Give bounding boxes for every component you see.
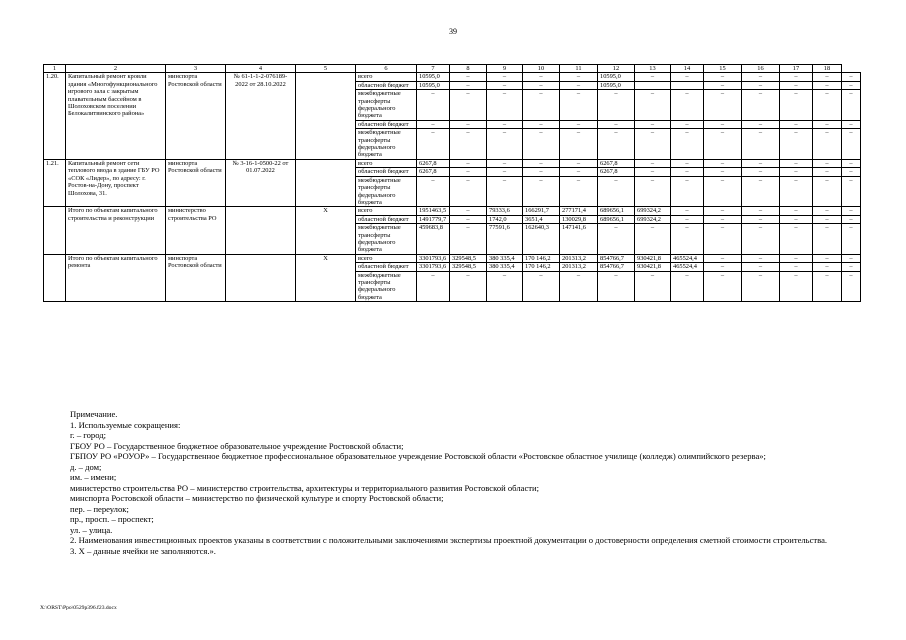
value-cell: 6267,8: [598, 159, 635, 167]
value-cell: –: [704, 159, 742, 167]
value-cell: –: [523, 73, 560, 81]
value-cell: –: [780, 129, 813, 160]
value-cell: –: [842, 81, 861, 89]
responsible-org: минспорта Ростовской области: [166, 73, 226, 159]
value-cell: 6267,8: [417, 159, 450, 167]
value-cell: –: [742, 263, 780, 271]
column-header: 11: [560, 65, 598, 73]
value-cell: 162640,3: [523, 224, 560, 255]
column-header: 16: [742, 65, 780, 73]
value-cell: –: [417, 90, 450, 121]
x-marker: [296, 73, 356, 159]
value-cell: –: [560, 73, 598, 81]
value-cell: –: [598, 120, 635, 128]
value-cell: –: [450, 168, 487, 176]
value-cell: –: [704, 81, 742, 89]
funding-source: межбюджетные трансферты федерального бюджета: [356, 271, 417, 302]
investment-table: [43, 64, 861, 302]
value-cell: –: [813, 207, 842, 215]
value-cell: –: [742, 129, 780, 160]
value-cell: –: [598, 176, 635, 207]
value-cell: –: [671, 207, 704, 215]
value-cell: –: [704, 207, 742, 215]
value-cell: 130029,8: [560, 215, 598, 223]
value-cell: –: [780, 81, 813, 89]
value-cell: –: [704, 120, 742, 128]
value-cell: –: [671, 224, 704, 255]
expertise-document: № 3-16-1-0500-22 от 01.07.2022: [226, 159, 296, 206]
value-cell: –: [487, 120, 523, 128]
row-number: 1.20.: [44, 73, 66, 159]
value-cell: –: [487, 73, 523, 81]
value-cell: –: [671, 176, 704, 207]
value-cell: –: [780, 73, 813, 81]
value-cell: –: [560, 81, 598, 89]
value-cell: –: [417, 129, 450, 160]
value-cell: –: [842, 207, 861, 215]
value-cell: –: [742, 254, 780, 262]
value-cell: –: [635, 168, 671, 176]
column-header: 4: [226, 65, 296, 73]
value-cell: –: [560, 271, 598, 302]
expertise-document: [226, 254, 296, 301]
funding-source: областной бюджет: [356, 168, 417, 176]
value-cell: –: [813, 215, 842, 223]
value-cell: –: [635, 159, 671, 167]
table-row: [44, 73, 861, 81]
value-cell: 3301793,6: [417, 254, 450, 262]
value-cell: 201313,2: [560, 263, 598, 271]
value-cell: –: [813, 254, 842, 262]
value-cell: –: [635, 120, 671, 128]
value-cell: –: [780, 271, 813, 302]
value-cell: 6267,8: [598, 168, 635, 176]
x-marker: [296, 159, 356, 206]
value-cell: –: [450, 215, 487, 223]
value-cell: –: [842, 254, 861, 262]
note-line: им. – имени;: [70, 472, 117, 482]
value-cell: –: [560, 120, 598, 128]
value-cell: –: [598, 224, 635, 255]
value-cell: –: [780, 90, 813, 121]
value-cell: –: [523, 120, 560, 128]
value-cell: –: [704, 176, 742, 207]
value-cell: –: [417, 271, 450, 302]
note-line: Примечание.: [70, 409, 118, 419]
object-name: Итого по объектам капитального строительства и реконструкции: [66, 207, 166, 254]
value-cell: 699324,2: [635, 207, 671, 215]
value-cell: –: [450, 73, 487, 81]
value-cell: 930421,8: [635, 254, 671, 262]
value-cell: –: [742, 207, 780, 215]
value-cell: –: [487, 129, 523, 160]
funding-source: всего: [356, 73, 417, 81]
value-cell: –: [780, 224, 813, 255]
value-cell: –: [742, 159, 780, 167]
note-line: ул. – улица.: [70, 524, 113, 535]
value-cell: –: [704, 90, 742, 121]
table-row: [44, 254, 861, 262]
value-cell: –: [487, 90, 523, 121]
funding-source: межбюджетные трансферты федерального бюджета: [356, 129, 417, 160]
note-line: г. – город;: [70, 430, 107, 440]
value-cell: –: [487, 81, 523, 89]
value-cell: –: [742, 168, 780, 176]
row-number: 1.21.: [44, 159, 66, 206]
value-cell: –: [487, 159, 523, 167]
value-cell: –: [704, 254, 742, 262]
column-header: 12: [598, 65, 635, 73]
value-cell: –: [450, 90, 487, 121]
value-cell: –: [780, 159, 813, 167]
value-cell: –: [560, 129, 598, 160]
value-cell: –: [780, 215, 813, 223]
value-cell: –: [742, 176, 780, 207]
value-cell: –: [450, 120, 487, 128]
responsible-org: министерство строительства РО: [166, 207, 226, 254]
value-cell: 329548,5: [450, 263, 487, 271]
column-header: 17: [780, 65, 813, 73]
value-cell: 77591,6: [487, 224, 523, 255]
value-cell: –: [780, 120, 813, 128]
value-cell: 465524,4: [671, 254, 704, 262]
row-number: [44, 207, 66, 254]
column-header: 2: [66, 65, 166, 73]
value-cell: –: [671, 73, 704, 81]
value-cell: 277171,4: [560, 207, 598, 215]
note-line: минспорта Ростовской области – министерство по физической культуре и спорту Ростовской области;: [70, 493, 444, 503]
value-cell: –: [842, 168, 861, 176]
value-cell: –: [704, 168, 742, 176]
column-header: 14: [671, 65, 704, 73]
object-name: Капитальный ремонт кровли здания «Многофункционального игрового зала с закрытым плавательным бассейном в Шолоховском поселении Белокалитвинского района»: [66, 73, 166, 159]
value-cell: –: [450, 224, 487, 255]
value-cell: –: [598, 90, 635, 121]
value-cell: 166291,7: [523, 207, 560, 215]
value-cell: –: [635, 129, 671, 160]
value-cell: 854766,7: [598, 263, 635, 271]
note-line: пр., просп. – проспект;: [70, 514, 154, 524]
funding-source: межбюджетные трансферты федерального бюджета: [356, 224, 417, 255]
value-cell: 147141,6: [560, 224, 598, 255]
expertise-document: № 61-1-1-2-076189-2022 от 28.10.2022: [226, 73, 296, 159]
funding-source: всего: [356, 159, 417, 167]
column-header: 18: [813, 65, 842, 73]
value-cell: –: [487, 168, 523, 176]
responsible-org: минспорта Ростовской области: [166, 254, 226, 301]
table-row: [44, 159, 861, 167]
column-header: 13: [635, 65, 671, 73]
value-cell: –: [813, 271, 842, 302]
note-line: д. – дом;: [70, 461, 102, 472]
funding-source: межбюджетные трансферты федерального бюджета: [356, 176, 417, 207]
column-header: 9: [487, 65, 523, 73]
value-cell: –: [742, 271, 780, 302]
column-header: 8: [450, 65, 487, 73]
value-cell: 1951463,5: [417, 207, 450, 215]
value-cell: 459683,8: [417, 224, 450, 255]
value-cell: –: [813, 224, 842, 255]
value-cell: –: [742, 215, 780, 223]
value-cell: –: [704, 271, 742, 302]
file-path-footer: X:\ORST\Ppo\0529p396.f23.docx: [40, 605, 117, 611]
value-cell: –: [813, 73, 842, 81]
note-line: 3. Х – данные ячейки не заполняются.».: [70, 545, 216, 556]
value-cell: 854766,7: [598, 254, 635, 262]
value-cell: –: [813, 168, 842, 176]
value-cell: –: [813, 120, 842, 128]
value-cell: –: [842, 224, 861, 255]
value-cell: –: [523, 159, 560, 167]
note-line: 2. Наименования инвестиционных проектов указаны в соответствии с положительными заключениями экспертизы проектной документации о достоверности определения сметной стоимости строительства.: [70, 535, 828, 545]
value-cell: 380 335,4: [487, 263, 523, 271]
value-cell: 170 146,2: [523, 254, 560, 262]
value-cell: 380 335,4: [487, 254, 523, 262]
value-cell: –: [635, 176, 671, 207]
note-line: ГБПОУ РО «РОУОР» – Государственное бюджетное профессиональное образовательное учреждение Ростовской области «Ростовское областное училище (колледж) олимпийского резерва»;: [70, 451, 766, 461]
value-cell: –: [523, 129, 560, 160]
column-header: 3: [166, 65, 226, 73]
column-header: 5: [296, 65, 356, 73]
x-marker: X: [296, 254, 356, 301]
value-cell: [635, 81, 671, 89]
value-cell: –: [742, 73, 780, 81]
value-cell: –: [671, 120, 704, 128]
value-cell: –: [560, 90, 598, 121]
value-cell: –: [813, 263, 842, 271]
object-name: Итого по объектам капитального ремонта: [66, 254, 166, 301]
value-cell: –: [635, 271, 671, 302]
funding-source: областной бюджет: [356, 263, 417, 271]
value-cell: –: [635, 73, 671, 81]
value-cell: –: [417, 120, 450, 128]
page-number: 39: [449, 27, 457, 36]
note-line: ГБОУ РО – Государственное бюджетное образовательное учреждение Ростовской области;: [70, 440, 404, 451]
value-cell: –: [598, 271, 635, 302]
value-cell: 3301793,6: [417, 263, 450, 271]
column-header: 1: [44, 65, 66, 73]
value-cell: –: [704, 263, 742, 271]
object-name: Капитальный ремонт сети теплового ввода в здание ГБУ РО «СОК «Лидер», по адресу: г. Ростов-на-Дону, проспект Шолохова, 31.: [66, 159, 166, 206]
value-cell: –: [813, 159, 842, 167]
value-cell: –: [598, 129, 635, 160]
value-cell: –: [742, 224, 780, 255]
value-cell: –: [842, 73, 861, 81]
value-cell: 1491779,7: [417, 215, 450, 223]
value-cell: –: [635, 90, 671, 121]
value-cell: –: [813, 90, 842, 121]
column-header: 6: [356, 65, 417, 73]
value-cell: –: [523, 81, 560, 89]
value-cell: –: [560, 168, 598, 176]
value-cell: –: [704, 73, 742, 81]
value-cell: –: [780, 254, 813, 262]
funding-source: областной бюджет: [356, 81, 417, 89]
table-row: [44, 207, 861, 215]
funding-source: всего: [356, 254, 417, 262]
value-cell: –: [842, 176, 861, 207]
value-cell: –: [742, 81, 780, 89]
value-cell: 699324,2: [635, 215, 671, 223]
column-header: 15: [704, 65, 742, 73]
value-cell: –: [671, 215, 704, 223]
value-cell: –: [450, 159, 487, 167]
value-cell: –: [523, 271, 560, 302]
value-cell: 1742,0: [487, 215, 523, 223]
value-cell: 465524,4: [671, 263, 704, 271]
note-line: министерство строительства РО – министерство строительства, архитектуры и территориального развития Ростовской области;: [70, 482, 539, 493]
expertise-document: [226, 207, 296, 254]
value-cell: –: [780, 168, 813, 176]
value-cell: –: [560, 176, 598, 207]
value-cell: –: [742, 120, 780, 128]
value-cell: –: [842, 129, 861, 160]
value-cell: –: [813, 129, 842, 160]
value-cell: –: [842, 271, 861, 302]
value-cell: –: [671, 168, 704, 176]
value-cell: 329548,5: [450, 254, 487, 262]
value-cell: 79333,6: [487, 207, 523, 215]
value-cell: –: [780, 263, 813, 271]
value-cell: 6267,8: [417, 168, 450, 176]
value-cell: –: [523, 168, 560, 176]
responsible-org: минспорта Ростовской области: [166, 159, 226, 206]
value-cell: 930421,8: [635, 263, 671, 271]
value-cell: –: [487, 176, 523, 207]
column-header: 10: [523, 65, 560, 73]
value-cell: –: [450, 176, 487, 207]
value-cell: 10595,0: [598, 81, 635, 89]
funding-source: всего: [356, 207, 417, 215]
value-cell: 689656,1: [598, 207, 635, 215]
value-cell: –: [671, 271, 704, 302]
value-cell: –: [813, 81, 842, 89]
value-cell: –: [704, 129, 742, 160]
funding-source: областной бюджет: [356, 215, 417, 223]
value-cell: –: [780, 176, 813, 207]
value-cell: –: [560, 159, 598, 167]
value-cell: –: [523, 90, 560, 121]
funding-source: межбюджетные трансферты федерального бюджета: [356, 90, 417, 121]
column-header: 7: [417, 65, 450, 73]
row-number: [44, 254, 66, 301]
value-cell: –: [742, 90, 780, 121]
value-cell: –: [842, 159, 861, 167]
note-line: 1. Используемые сокращения:: [70, 419, 181, 430]
value-cell: –: [417, 176, 450, 207]
value-cell: –: [450, 129, 487, 160]
value-cell: 3651,4: [523, 215, 560, 223]
funding-source: областной бюджет: [356, 120, 417, 128]
x-marker: X: [296, 207, 356, 254]
value-cell: –: [671, 90, 704, 121]
value-cell: 10595,0: [417, 81, 450, 89]
table-header-row: [44, 65, 861, 73]
value-cell: –: [704, 215, 742, 223]
value-cell: –: [671, 159, 704, 167]
value-cell: –: [487, 271, 523, 302]
value-cell: –: [635, 224, 671, 255]
value-cell: –: [450, 207, 487, 215]
value-cell: –: [842, 263, 861, 271]
value-cell: 170 146,2: [523, 263, 560, 271]
value-cell: –: [450, 81, 487, 89]
note-line: пер. – переулок;: [70, 503, 129, 514]
value-cell: [671, 81, 704, 89]
value-cell: –: [671, 129, 704, 160]
value-cell: –: [780, 207, 813, 215]
value-cell: –: [704, 224, 742, 255]
value-cell: –: [842, 215, 861, 223]
notes-section: [70, 409, 860, 556]
value-cell: –: [813, 176, 842, 207]
value-cell: 10595,0: [598, 73, 635, 81]
value-cell: –: [523, 176, 560, 207]
value-cell: 10595,0: [417, 73, 450, 81]
value-cell: 689656,1: [598, 215, 635, 223]
value-cell: –: [842, 90, 861, 121]
value-cell: –: [450, 271, 487, 302]
value-cell: –: [842, 120, 861, 128]
value-cell: 201313,2: [560, 254, 598, 262]
